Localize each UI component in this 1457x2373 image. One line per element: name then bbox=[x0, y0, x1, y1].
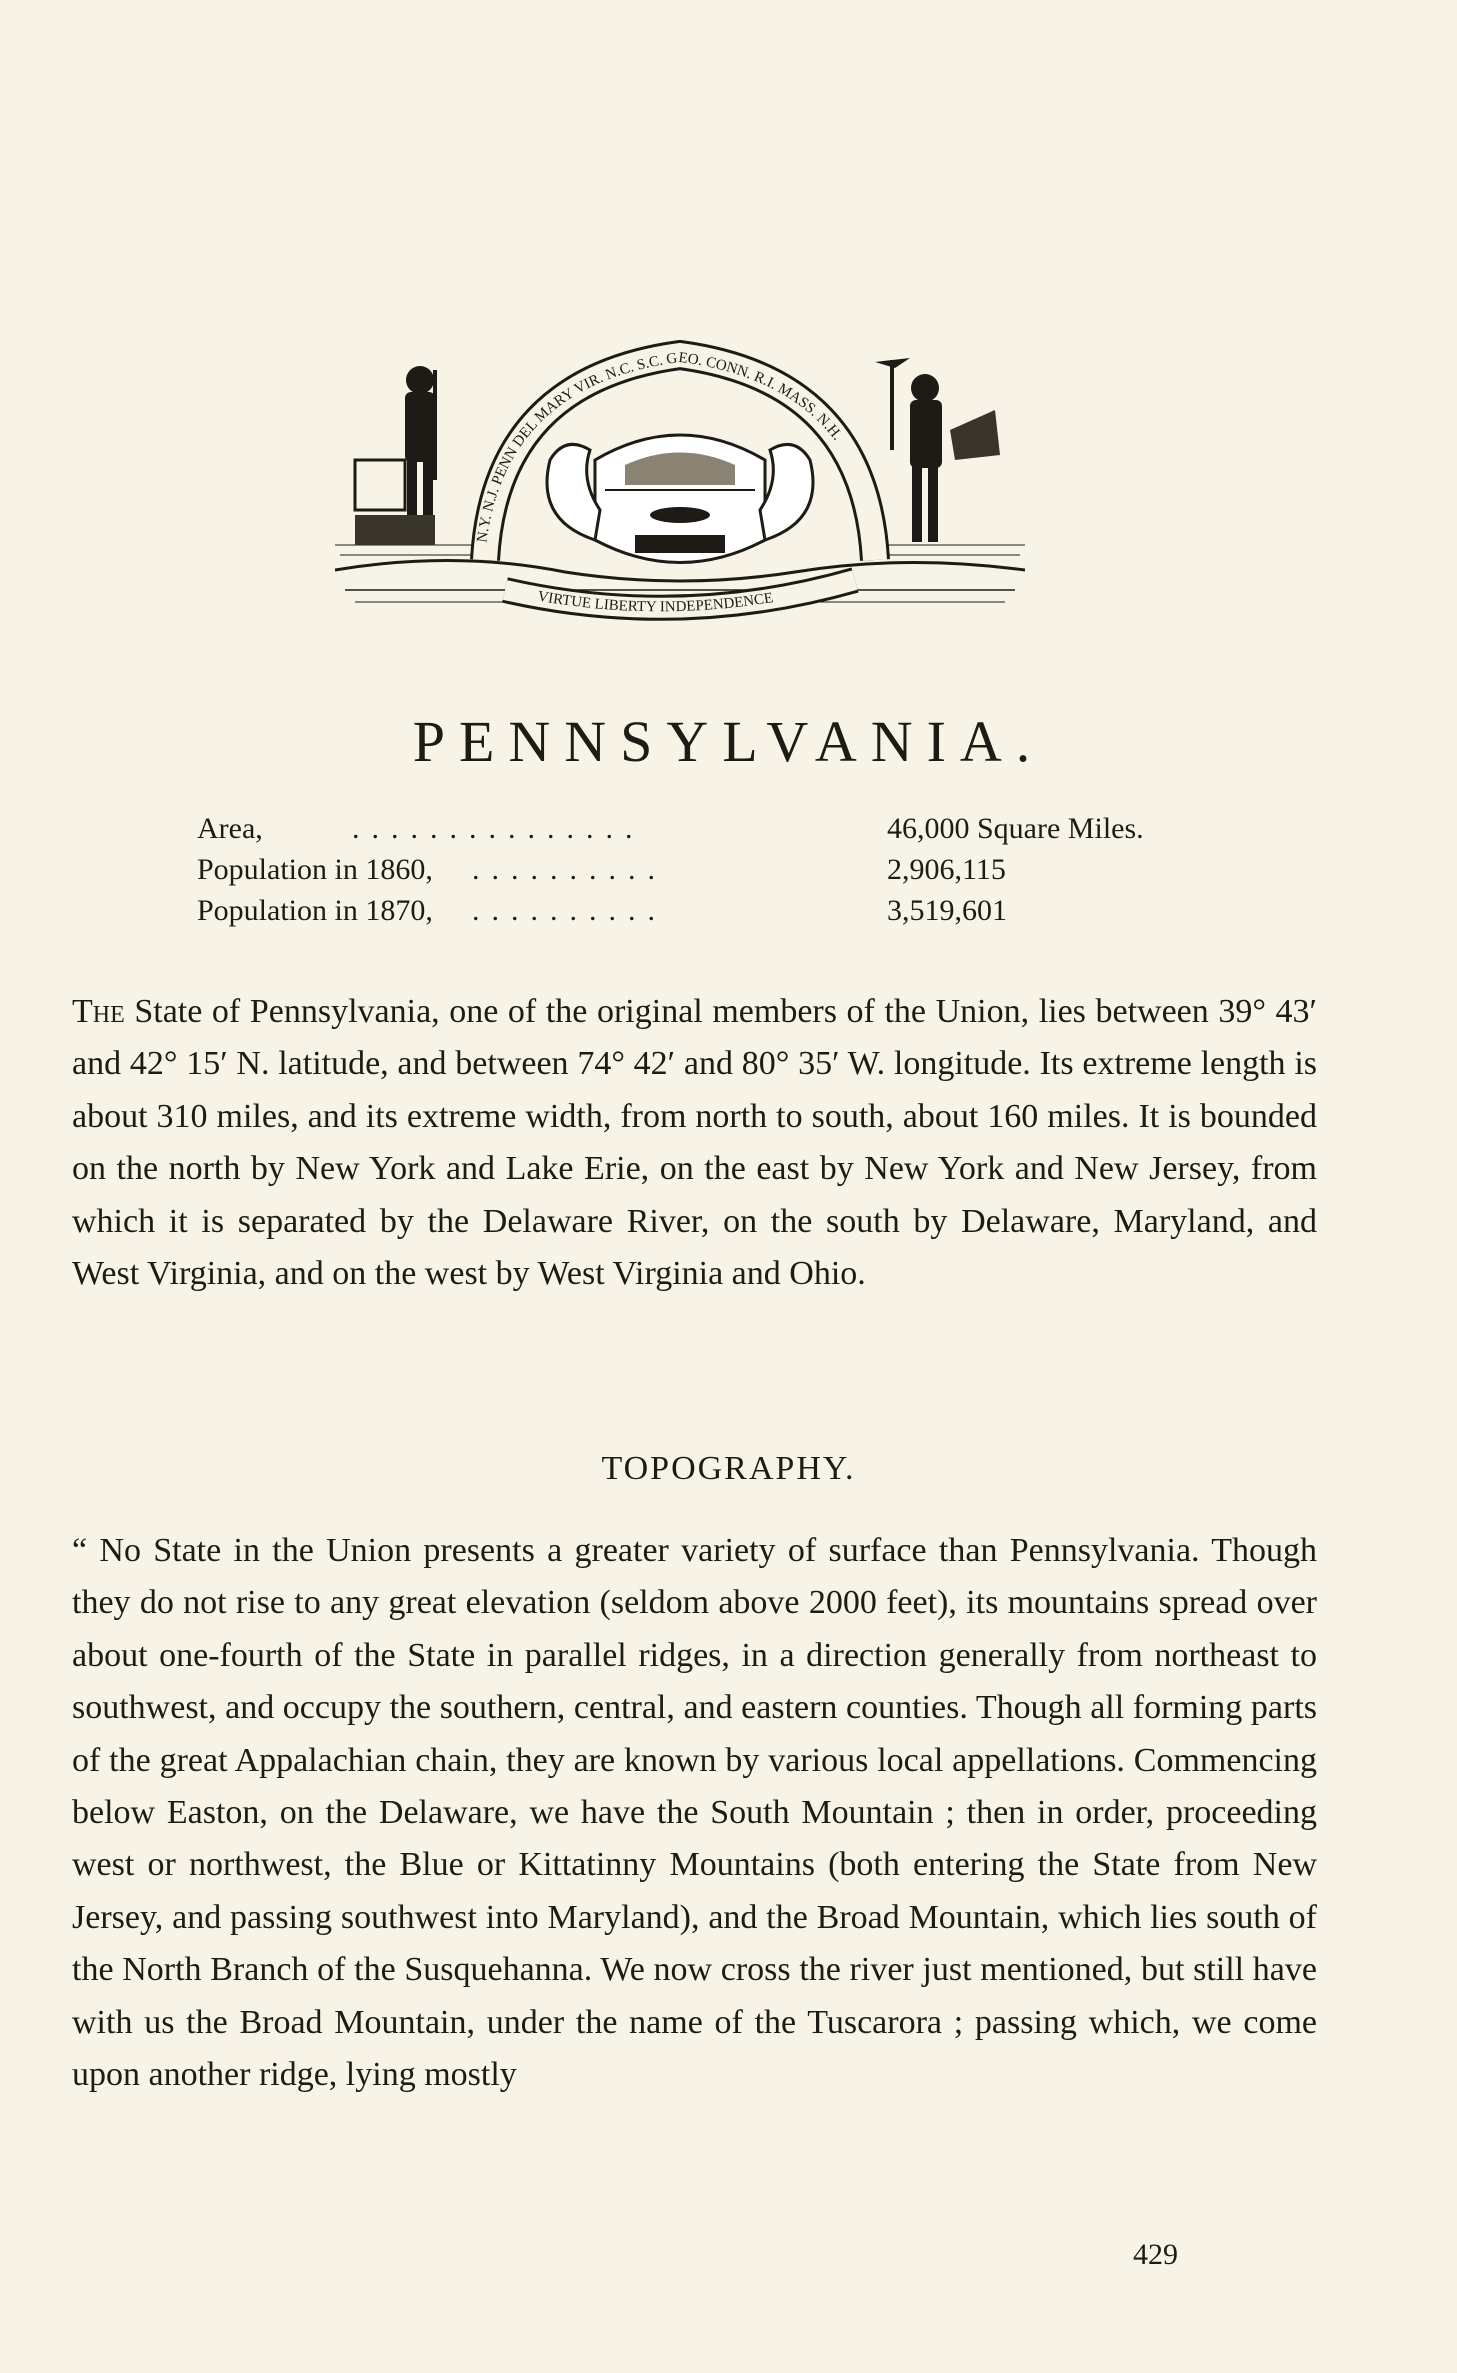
state-title: PENNSYLVANIA. bbox=[412, 709, 1045, 774]
stat-value: 2,906,115 bbox=[887, 853, 1006, 886]
stat-row-population-1860 bbox=[197, 853, 1277, 894]
motto-text: VIRTUE LIBERTY INDEPENDENCE bbox=[536, 588, 775, 616]
intro-lead-word: The bbox=[72, 993, 125, 1030]
intro-paragraph bbox=[72, 986, 1317, 1300]
intro-text: State of Pennsylvania, one of the original members of the Union, lies between 39° 43′ and 42° 15′ N. latitude, and between 74° 42′ and 80° 35′ W. longitude. Its extreme length is about 310 miles, and its extreme width, from north to south, about 160 miles. It is bounded on the north by New York and Lake Erie, on the east by New York and New Jersey, from which it is separated by the Delaware River, on the south by Delaware, Maryland, and West Virginia, and on the west by West Virginia and Ohio. bbox=[72, 993, 1317, 1293]
stat-row-population-1870 bbox=[197, 894, 1277, 935]
stat-leader-dots: .......... bbox=[472, 853, 667, 886]
stat-label: Area, bbox=[197, 812, 263, 845]
stat-label: Population in 1870, bbox=[197, 894, 433, 927]
central-shield bbox=[595, 435, 765, 563]
stat-leader-dots: ............... bbox=[352, 812, 645, 845]
motto-ribbon bbox=[505, 580, 855, 615]
topography-paragraph: “ No State in the Union presents a greater variety of surface than Pennsylvania. Though they do not rise to any great elevation (seldom above 2000 feet), its mountains spread over about one-fourth of the State in parallel ridges, in a direction generally from northeast to southwest, and occupy the southern, central, and eastern counties. Though all forming parts of the great Appalachian chain, they are known by various local appellations. Commencing below Easton, on the Delaware, we have the South Mountain ; then in order, proceeding west or northwest, the Blue or Kittatinny Mountains (both entering the State from New Jersey, and passing southwest into Maryland), and the Broad Mountain, which lies south of the North Branch of the Susquehanna. We now cross the river just mentioned, but still have with us the Broad Mountain, under the name of the Tuscarora ; passing which, we come upon another ridge, lying mostly bbox=[72, 1532, 1317, 2094]
state-emblem-engraving bbox=[335, 340, 1025, 640]
section-heading-topography: TOPOGRAPHY. bbox=[601, 1450, 856, 1487]
miner-figure-left bbox=[355, 366, 437, 545]
banner-text: N.Y. N.J. PENN DEL MARY VIR. N.C. S.C. GEO. CONN. R.I. MASS. N.H. bbox=[474, 349, 846, 544]
page-number: 429 bbox=[1133, 2238, 1178, 2271]
stat-label: Population in 1860, bbox=[197, 853, 433, 886]
stat-leader-dots: .......... bbox=[472, 894, 667, 927]
stat-row-area bbox=[197, 812, 1277, 853]
stat-value: 3,519,601 bbox=[887, 894, 1007, 927]
statistics-table bbox=[197, 812, 1277, 935]
stat-value: 46,000 Square Miles. bbox=[887, 812, 1144, 845]
farmer-figure-right bbox=[875, 358, 1000, 542]
